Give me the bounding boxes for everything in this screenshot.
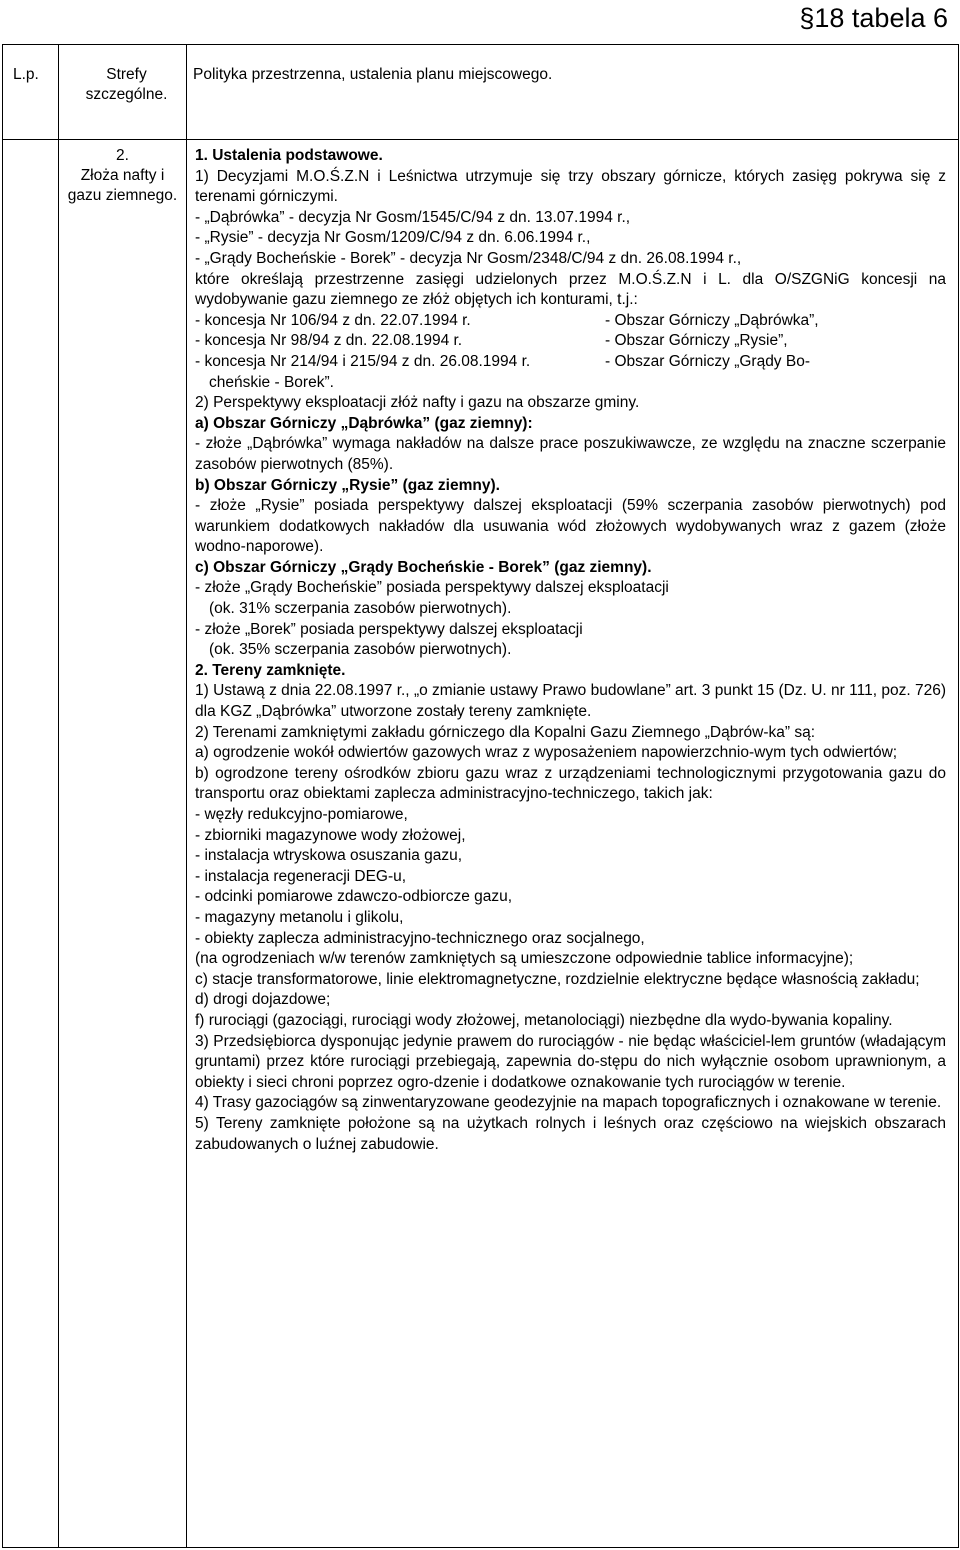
list-item: - instalacja regeneracji DEG-u, <box>195 867 407 885</box>
license-row <box>195 331 946 352</box>
list-item: - odcinki pomiarowe zdawczo-odbiorcze gazu, <box>195 888 513 906</box>
list-item: - węzły redukcyjno-pomiarowe, <box>195 806 408 823</box>
paragraph: 1) Decyzjami M.O.Ś.Z.N i Leśnictwa utrzymuje się trzy obszary górnicze, których zasięg pokrywa się z terenami górniczymi. <box>195 167 946 206</box>
license-row <box>195 352 946 373</box>
paragraph: b) ogrodzone tereny ośrodków zbioru gazu wraz z urządzeniami technologicznymi przygotowania gazu do transportu oraz obiektami zaplecza administracyjno-techniczego, takich jak: <box>195 764 946 803</box>
table-header-row <box>3 45 959 140</box>
section-heading-basic: 1. Ustalenia podstawowe. <box>195 147 383 164</box>
lp-cell <box>3 140 59 1548</box>
license-number: - koncesja Nr 106/94 z dn. 22.07.1994 r. <box>195 311 471 329</box>
decision-item: - „Rysie” - decyzja Nr Gosm/1209/C/94 z dn. 6.06.1994 r., <box>195 229 591 247</box>
section-heading-closed-areas: 2. Tereny zamknięte. <box>195 661 346 679</box>
list-item: - magazyny metanolu i glikolu, <box>195 908 404 926</box>
paragraph: a) ogrodzenie wokół odwiertów gazowych wraz z wyposażeniem napowierzchnio-wym tych odwiertów; <box>195 744 898 762</box>
paragraph: 3) Przedsiębiorca dysponując jedynie prawem do rurociągów - nie będąc właściciel-lem gruntów (władającym gruntami) przez które rurociągi przebiegają, zapewnia do-stępu do nich wyłącznie osobom uprawnionym, a obiekty i sieci chroni poprzez ogro-dzenie i dodatkowe oznakowanie tych rurociągów w terenie. <box>195 1032 946 1091</box>
paragraph: (ok. 31% sczerpania zasobów pierwotnych). <box>209 600 512 618</box>
paragraph: 2) Perspektywy eksploatacji złóż nafty i gazu na obszarze gminy. <box>195 394 640 412</box>
column-header-strefy: Strefy szczególne. <box>59 45 187 140</box>
paragraph: - złoże „Borek” posiada perspektywy dalszej eksploatacji <box>195 620 583 638</box>
column-header-lp: L.p. <box>3 45 59 140</box>
paragraph: 2) Terenami zamkniętymi zakładu górniczego dla Kopalni Gazu Ziemnego „Dąbrów-ka” są: <box>195 723 815 741</box>
subheading-grady-bochenskie: c) Obszar Górniczy „Grądy Bocheńskie - Borek” (gaz ziemny). <box>195 558 652 576</box>
list-item: - zbiorniki magazynowe wody złożowej, <box>195 826 466 844</box>
subheading-dabrowka: a) Obszar Górniczy „Dąbrówka” (gaz ziemny): <box>195 414 533 432</box>
license-area-continued: cheńskie - Borek”. <box>209 373 334 391</box>
paragraph: 1) Ustawą z dnia 22.08.1997 r., „o zmianie ustawy Prawo budowlane” art. 3 punkt 15 (Dz. U. nr 111, poz. 726) dla KGZ „Dąbrówka” utworzone zostały tereny zamknięte. <box>195 682 946 721</box>
paragraph: f) rurociągi (gazociągi, rurociągi wody złożowej, metanolociągi) niezbędne dla wydo-bywania kopaliny. <box>195 1011 893 1029</box>
paragraph: - złoże „Rysie” posiada perspektywy dalszej eksploatacji (59% sczerpania zasobów pierwotnych) pod warunkiem dodatkowych nakładów dla usuwania wód złożowych wydobywanych wraz z gazem (złoże wodno-naporowe). <box>195 497 946 556</box>
subheading-rysie: b) Obszar Górniczy „Rysie” (gaz ziemny). <box>195 476 500 494</box>
paragraph: 4) Trasy gazociągów są zinwentaryzowane geodezyjnie na mapach topograficznych i oznakowane w terenie. <box>195 1094 942 1112</box>
paragraph: - złoże „Grądy Bocheńskie” posiada perspektywy dalszej eksploatacji <box>195 579 669 597</box>
table-row <box>3 140 959 1548</box>
paragraph: (ok. 35% sczerpania zasobów pierwotnych). <box>209 641 512 659</box>
license-area: - Obszar Górniczy „Dąbrówka”, <box>605 311 819 329</box>
zone-cell <box>59 140 187 1548</box>
license-number: - koncesja Nr 98/94 z dn. 22.08.1994 r. <box>195 332 463 350</box>
license-row <box>195 311 946 332</box>
column-header-polityka: Polityka przestrzenna, ustalenia planu miejscowego. <box>187 45 959 140</box>
policy-table <box>2 44 959 1548</box>
paragraph: (na ogrodzeniach w/w terenów zamkniętych są umieszczone odpowiednie tablice informacyjne); <box>195 950 854 968</box>
license-number: - koncesja Nr 214/94 i 215/94 z dn. 26.08.1994 r. <box>195 352 531 370</box>
row-number: 2. <box>116 147 129 164</box>
decision-item: - „Grądy Bocheńskie - Borek” - decyzja Nr Gosm/2348/C/94 z dn. 26.08.1994 r., <box>195 249 742 267</box>
paragraph: c) stacje transformatorowe, linie elektromagnetyczne, rozdzielnie elektryczne będące własnością zakładu; <box>195 970 920 988</box>
zone-name: Złoża nafty i gazu ziemnego. <box>67 167 178 204</box>
paragraph: - złoże „Dąbrówka” wymaga nakładów na dalsze prace poszukiwawcze, ze względu na znaczne sczerpanie zasobów pierwotnych (85%). <box>195 435 946 473</box>
list-item: - obiekty zaplecza administracyjno-technicznego oraz socjalnego, <box>195 929 645 947</box>
license-area: - Obszar Górniczy „Grądy Bo- <box>605 352 810 370</box>
paragraph: 5) Tereny zamknięte położone są na użytkach rolnych i leśnych oraz częściowo na wiejskich obszarach zabudowanych o luźnej zabudowie. <box>195 1114 946 1153</box>
page-title: §18 tabela 6 <box>799 3 948 33</box>
policy-cell <box>187 140 959 1548</box>
decision-item: - „Dąbrówka” - decyzja Nr Gosm/1545/C/94 z dn. 13.07.1994 r., <box>195 208 631 226</box>
paragraph: d) drogi dojazdowe; <box>195 991 331 1009</box>
license-area: - Obszar Górniczy „Rysie”, <box>605 332 788 350</box>
list-item: - instalacja wtryskowa osuszania gazu, <box>195 847 463 865</box>
paragraph: które określają przestrzenne zasięgi udzielonych przez M.O.Ś.Z.N i L. dla O/SZGNiG koncesji na wydobywanie gazu ziemnego ze złóż objętych ich konturami, t.j.: <box>195 270 946 309</box>
